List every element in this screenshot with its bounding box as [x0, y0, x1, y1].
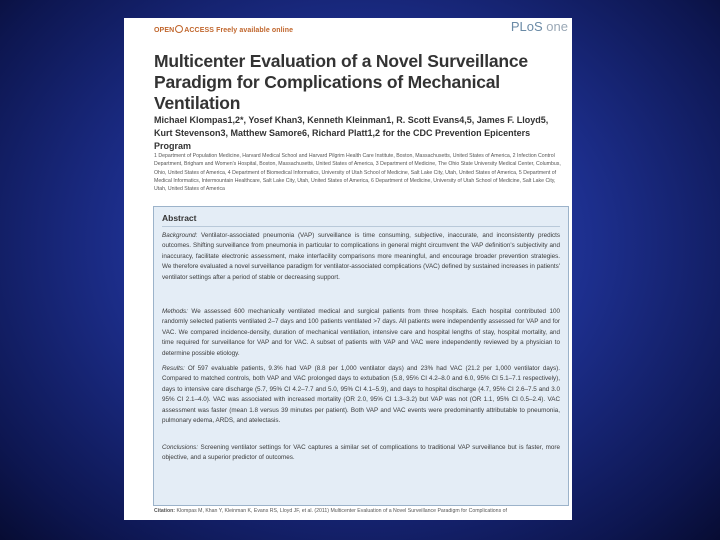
open-access-lock-icon — [175, 25, 183, 33]
affiliations: 1 Department of Population Medicine, Harvard Medical School and Harvard Pilgrim Health Care Institute, Boston, Massachusetts, United States of America, 2 Infection Control Department, Brigham and Women's Hospital, Boston, Massachusetts, United States of America, 3 Department of Medicine, The Ohio State University Medical Center, Columbus, Ohio, United States of America, 4 Department of Biomedical Informatics, University of Utah School of Medicine, Salt Lake City, Utah, United States of America, 5 Department of Medical Informatics, Intermountain Healthcare, Salt Lake City, Utah, United States of America, 6 Department of Medicine, University of Utah School of Medicine, Salt Lake City, Utah, United States of America — [154, 153, 561, 193]
results-label: Results: — [162, 365, 185, 372]
author-list: Michael Klompas1,2*, Yosef Khan3, Kenneth Kleinman1, R. Scott Evans4,5, James F. Lloyd5, Kurt Stevenson3, Matthew Samore6, Richard Platt1,2 for the CDC Prevention Epicenters Program — [154, 115, 549, 151]
open-access-label — [154, 25, 293, 34]
abstract-conclusions — [162, 443, 560, 464]
methods-text: We assessed 600 mechanically ventilated medical and surgical patients from three hospitals. Each hospital contributed 100 randomly selected patients ventilated 2–7 days and 100 patients ventilated >7 days. All patients were independently assessed for VAP and for VAC. We compared incidence-density, duration of mechanical ventilation, intensive care and hospital lengths of stay, hospital mortality, and time required for surveillance for VAP and for VAC. A subset of patients with VAP and VAC were independently reviewed by a physician to determine possible etiology. — [162, 308, 561, 357]
abstract-methods — [162, 307, 560, 359]
journal-logo-tail: one — [546, 19, 568, 34]
citation-label: Citation: — [154, 508, 176, 514]
open-access-suffix: ACCESS Freely available online — [184, 27, 294, 34]
open-access-prefix: OPEN — [154, 27, 175, 34]
abstract-divider — [162, 226, 560, 227]
journal-logo — [511, 19, 568, 34]
article-page — [124, 18, 572, 520]
background-label: Background: — [162, 232, 198, 239]
conclusions-text: Screening ventilator settings for VAC captures a similar set of complications to traditional VAP surveillance but is faster, more objective, and a superior predictor of outcomes. — [162, 444, 561, 462]
journal-header — [124, 19, 572, 38]
citation-text: Klompas M, Khan Y, Kleinman K, Evans RS, Lloyd JF, et al. (2011) Multicenter Evaluation of a Novel Surveillance Paradigm for Complications of — [176, 508, 507, 514]
abstract-results — [162, 364, 560, 426]
abstract-box — [153, 206, 569, 506]
journal-logo-text: PLoS — [510, 19, 543, 34]
background-text: Ventilator-associated pneumonia (VAP) surveillance is time consuming, subjective, inaccurate, and inconsistently predicts outcomes. Shifting surveillance from pneumonia in particular to complications in general might circumvent the VAP definition's subjectivity and inaccuracy, facilitate electronic assessment, make interfacility comparisons more meaningful, and encourage broader prevention strategies. We therefore evaluated a novel surveillance paradigm for ventilator-associated complications (VAC) defined by sustained increases in patients' ventilator settings after a period of stable or decreasing support. — [162, 232, 561, 281]
methods-label: Methods: — [162, 308, 188, 315]
article-title: Multicenter Evaluation of a Novel Surveillance Paradigm for Complications of Mechanical Ventilation — [154, 51, 528, 113]
abstract-background — [162, 231, 560, 283]
results-text: Of 597 evaluable patients, 9.3% had VAP (8.8 per 1,000 ventilator days) and 23% had VAC (21.2 per 1,000 ventilator days). Compared to matched controls, both VAP and VAC prolonged days to extubation (5.8, 95% CI 4.2–8.0 and 6.0, 95% CI 5.1–7.1 respectively), days to intensive care discharge (5.7, 95% CI 4.2–7.7 and 5.0, 95% CI 4.1–5.9), and days to hospital discharge (4.7, 95% CI 2.6–7.5 and 3.0 95% CI 2.1–4.0). VAC was associated with increased mortality (OR 2.0, 95% CI 1.3–3.2) but VAP was not (OR 1.1, 95% CI 0.5–2.4). VAC assessment was faster (mean 1.8 versus 39 minutes per patient). Both VAP and VAC events were predominantly attributable to pneumonia, pulmonary edema, ARDS, and atelectasis. — [162, 365, 560, 425]
citation-line — [154, 508, 568, 514]
abstract-heading: Abstract — [162, 213, 197, 223]
conclusions-label: Conclusions: — [162, 444, 199, 451]
